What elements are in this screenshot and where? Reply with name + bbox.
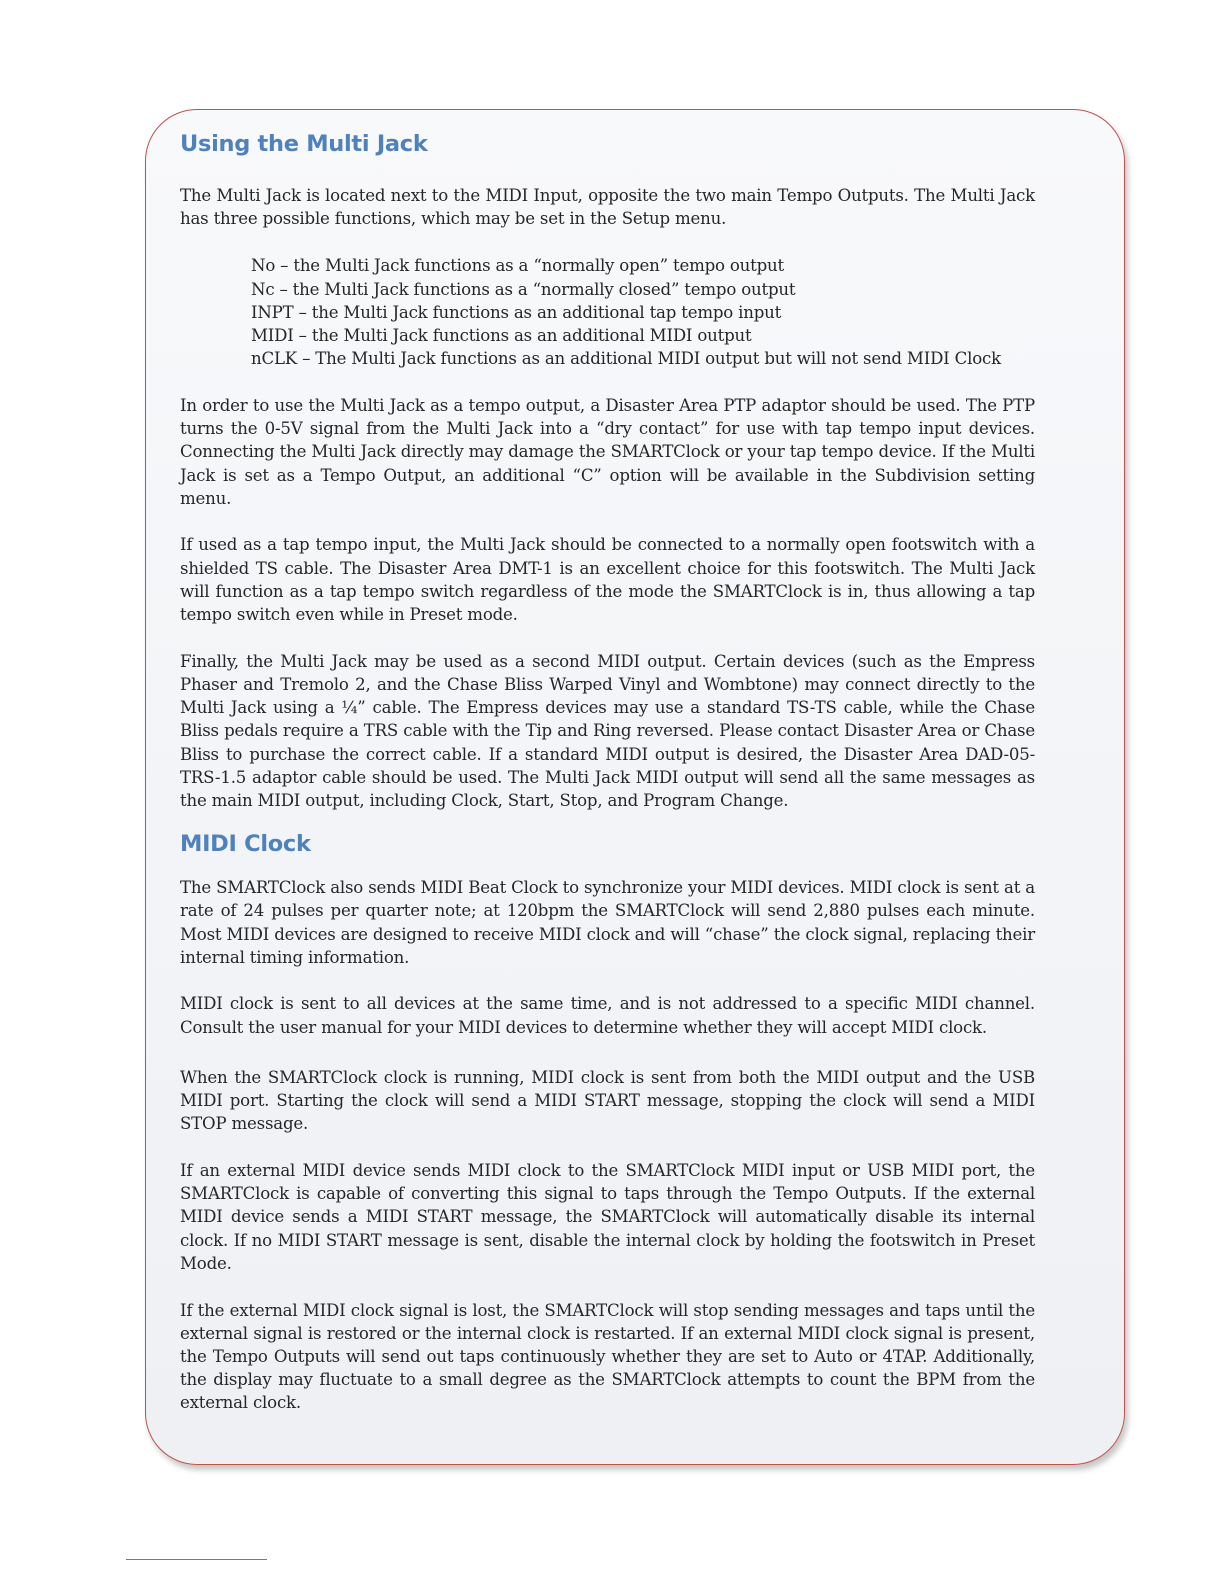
content-panel [145,109,1125,1465]
multi-jack-options-list [251,254,1035,370]
option-inpt: INPT – the Multi Jack functions as an additional tap tempo input [251,302,782,322]
paragraph-intro: The Multi Jack is located next to the MIDI Input, opposite the two main Tempo Outputs. The Multi Jack has three possible functions, which may be set in the Setup menu. [180,186,1035,229]
option-midi: MIDI – the Multi Jack functions as an additional MIDI output [251,326,752,346]
paragraph-tap-tempo-input: If used as a tap tempo input, the Multi Jack should be connected to a normally open footswitch with a shielded TS cable. The Disaster Area DMT-1 is an excellent choice for this footswitch. The Multi Jack will function as a tap tempo switch regardless of the mode the SMARTClock is in, thus allowing a tap tempo switch even while in Preset mode. [180,535,1035,625]
option-nc: Nc – the Multi Jack functions as a “normally closed” tempo output [251,279,796,299]
paragraph-clock-channels: MIDI clock is sent to all devices at the same time, and is not addressed to a specific MIDI channel. Consult the user manual for your MIDI devices to determine whether they will accept MIDI clock. [180,994,1035,1037]
paragraph-signal-lost: If the external MIDI clock signal is lost, the SMARTClock will stop sending messages and taps until the external signal is restored or the internal clock is restarted. If an external MIDI clock signal is present, the Tempo Outputs will send out taps continuously whether they are set to Auto or 4TAP. Additionally, the display may fluctuate to a small degree as the SMARTClock attempts to count the BPM from the external clock. [180,1300,1035,1413]
paragraph-clock-running: When the SMARTClock clock is running, MIDI clock is sent from both the MIDI output and the USB MIDI port. Starting the clock will send a MIDI START message, stopping the clock will send a MIDI STOP message. [180,1067,1035,1134]
option-nclk: nCLK – The Multi Jack functions as an additional MIDI output but will not send MIDI Clock [251,349,1001,369]
option-no: No – the Multi Jack functions as a “normally open” tempo output [251,256,785,276]
paragraph-second-midi-output: Finally, the Multi Jack may be used as a second MIDI output. Certain devices (such as the Empress Phaser and Tremolo 2, and the Chase Bliss Warped Vinyl and Wombtone) may connect directly to the Multi Jack using a ¼” cable. The Empress devices may use a standard TS-TS cable, while the Chase Bliss pedals require a TRS cable with the Tip and Ring reversed. Please contact Disaster Area or Chase Bliss to purchase the correct cable. If a standard MIDI output is desired, the Disaster Area DAD-05-TRS-1.5 adaptor cable should be used. The Multi Jack MIDI output will send all the same messages as the main MIDI output, including Clock, Start, Stop, and Program Change. [180,651,1035,810]
paragraph-external-clock: If an external MIDI device sends MIDI clock to the SMARTClock MIDI input or USB MIDI port, the SMARTClock is capable of converting this signal to taps through the Tempo Outputs. If the external MIDI device sends a MIDI START message, the SMARTClock will automatically disable its internal clock. If no MIDI START message is sent, disable the internal clock by holding the footswitch in Preset Mode. [180,1161,1035,1273]
section-heading-multi-jack: Using the Multi Jack [180,131,428,157]
footnote-separator [126,1559,267,1560]
paragraph-tempo-output: In order to use the Multi Jack as a tempo output, a Disaster Area PTP adaptor should be used. The PTP turns the 0-5V signal from the Multi Jack into a “dry contact” for use with tap tempo input devices. Connecting the Multi Jack directly may damage the SMARTClock or your tap tempo device. If the Multi Jack is set as a Tempo Output, an additional “C” option will be available in the Subdivision setting menu. [180,395,1035,508]
paragraph-midi-beat-clock: The SMARTClock also sends MIDI Beat Clock to synchronize your MIDI devices. MIDI clock is sent at a rate of 24 pulses per quarter note; at 120bpm the SMARTClock will send 2,880 pulses each minute. Most MIDI devices are designed to receive MIDI clock and will “chase” the clock signal, replacing their internal timing information. [180,878,1035,967]
section-heading-midi-clock: MIDI Clock [180,831,311,858]
